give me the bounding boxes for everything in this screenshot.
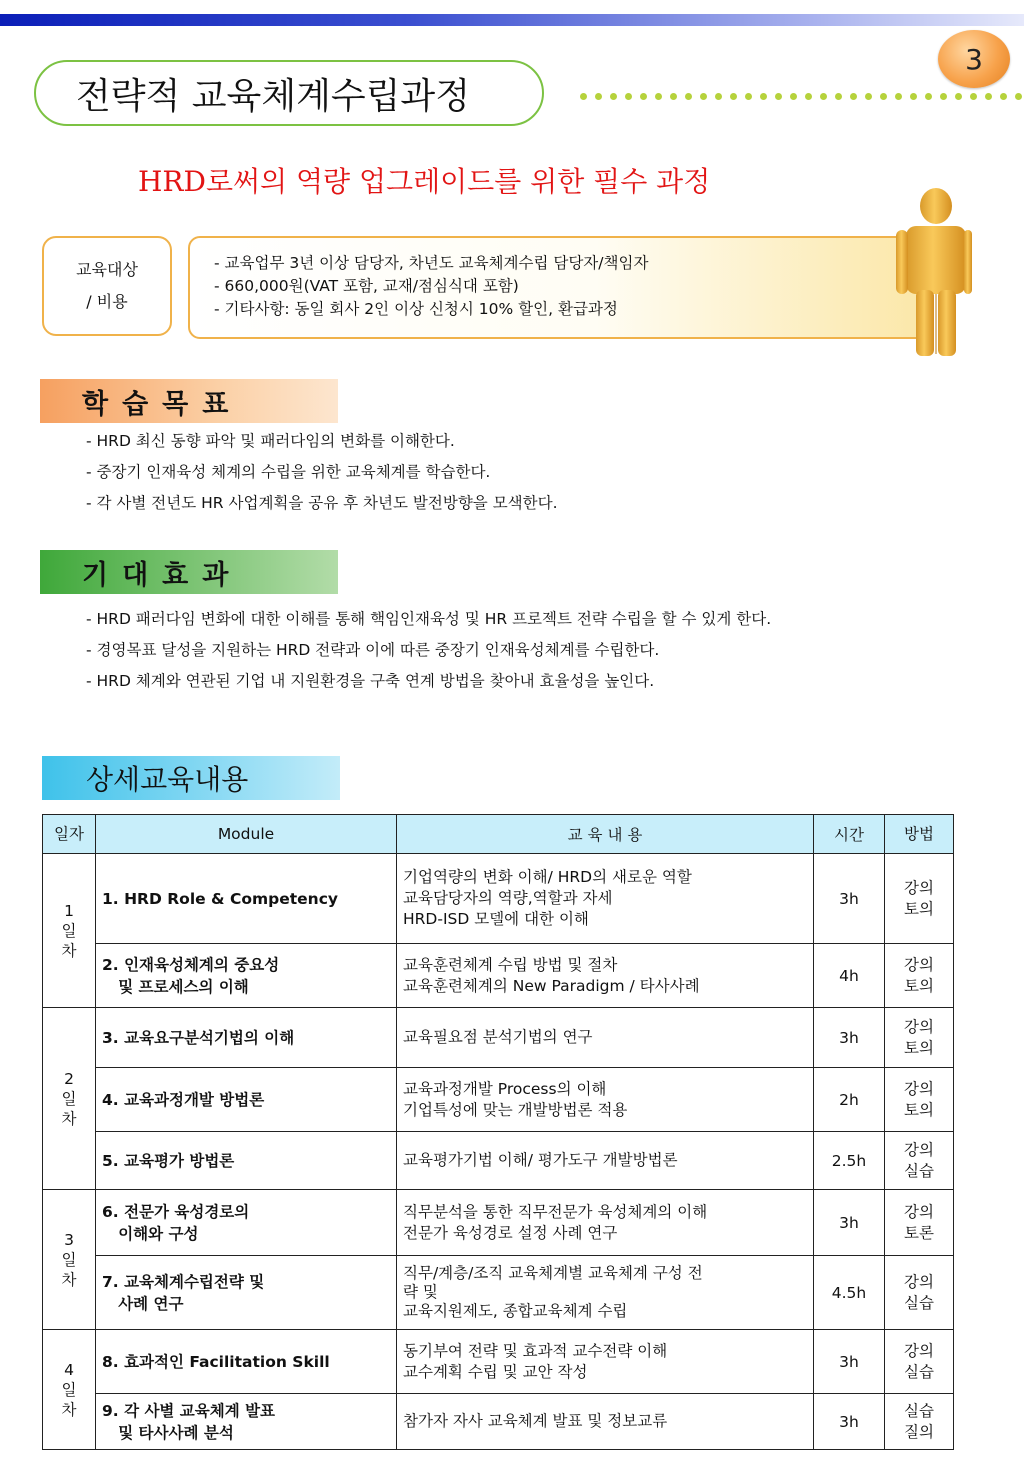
- method-text: 강의: [904, 1272, 934, 1291]
- table-row: [43, 944, 954, 1008]
- module-cell: [96, 944, 397, 1008]
- schedule-heading: 상세교육내용: [42, 756, 340, 800]
- content-text: 참가자 자사 교육체계 발표 및 정보교류: [403, 1412, 668, 1430]
- content-cell: [397, 1256, 814, 1330]
- divider-dot: [655, 93, 662, 100]
- content-text: 동기부여 전략 및 효과적 교수전략 이해 교수계획 수립 및 교안 작성: [403, 1341, 668, 1381]
- table-row: [43, 1330, 954, 1394]
- target-line: - 교육업무 3년 이상 담당자, 차년도 교육체계수립 담당자/책임자: [214, 254, 649, 272]
- day-char: 일: [61, 1250, 77, 1269]
- divider-dot: [745, 93, 752, 100]
- page-title: 전략적 교육체계수립과정: [34, 60, 544, 126]
- method-cell: [885, 1394, 954, 1450]
- divider-dot: [1015, 93, 1022, 100]
- page-number-badge: 3: [938, 30, 1010, 88]
- method-text: 실습: [904, 1362, 934, 1381]
- module-text: 8. 효과적인 Facilitation Skill: [102, 1352, 330, 1371]
- module-text: 9. 각 사별 교육체계 발표 및 타사사례 분석: [102, 1401, 276, 1442]
- content-cell: [397, 1008, 814, 1068]
- content-cell: [397, 1190, 814, 1256]
- method-text: 토의: [904, 1100, 934, 1119]
- day-number: 2: [64, 1069, 74, 1088]
- divider-dot: [940, 93, 947, 100]
- divider-dot: [760, 93, 767, 100]
- divider-dot: [595, 93, 602, 100]
- time-cell: 3h: [814, 854, 885, 944]
- goal-item: - HRD 최신 동향 파악 및 패러다임의 변화를 이해한다.: [86, 432, 455, 450]
- day-cell: [43, 854, 96, 1008]
- effect-item: - HRD 패러다임 변화에 대한 이해를 통해 핵임인재육성 및 HR 프로젝트 전략 수립을 할 수 있게 한다.: [86, 610, 772, 628]
- module-cell: [96, 1132, 397, 1190]
- method-text: 강의: [904, 955, 934, 974]
- module-cell: [96, 1008, 397, 1068]
- divider-dot: [685, 93, 692, 100]
- day-number: 4: [64, 1360, 74, 1379]
- page-subtitle: HRD로써의 역량 업그레이드를 위한 필수 과정: [138, 165, 711, 198]
- day-char: 차: [61, 1270, 77, 1289]
- divider-dot: [820, 93, 827, 100]
- divider-dot: [715, 93, 722, 100]
- person-icon: [892, 186, 972, 358]
- divider-dot: [880, 93, 887, 100]
- divider-dot: [805, 93, 812, 100]
- day-char: 일: [61, 1380, 77, 1399]
- content-text: 직무/계층/조직 교육체계별 교육체계 구성 전 략 및 교육지원제도, 종합교육체계 수립: [403, 1264, 703, 1320]
- method-text: 강의: [904, 1017, 934, 1036]
- time-cell: 3h: [814, 1330, 885, 1394]
- divider-dot: [625, 93, 632, 100]
- method-text: 토의: [904, 1038, 934, 1057]
- method-text: 토론: [904, 1223, 934, 1242]
- module-text: 2. 인재육성체계의 중요성 및 프로세스의 이해: [102, 955, 280, 996]
- module-cell: [96, 1394, 397, 1450]
- target-line: - 660,000원(VAT 포함, 교재/점심식대 포함): [214, 277, 519, 295]
- goals-list: [86, 426, 558, 519]
- target-label: [42, 236, 172, 336]
- divider-dot: [850, 93, 857, 100]
- time-cell: 2.5h: [814, 1132, 885, 1190]
- divider-dot: [640, 93, 647, 100]
- target-details: [188, 236, 928, 339]
- content-text: 교육훈련체계 수립 방법 및 절차 교육훈련체계의 New Paradigm / 타사사례: [403, 955, 700, 995]
- table-row: [43, 1132, 954, 1190]
- divider-dot: [910, 93, 917, 100]
- target-line: - 기타사항: 동일 회사 2인 이상 신청시 10% 할인, 환급과정: [214, 300, 618, 318]
- divider-dot: [730, 93, 737, 100]
- table-row: [43, 1008, 954, 1068]
- target-label-line2: / 비용: [86, 292, 128, 311]
- divider-dot: [670, 93, 677, 100]
- time-cell: 2h: [814, 1068, 885, 1132]
- content-cell: [397, 1330, 814, 1394]
- schedule-table: [42, 814, 954, 1450]
- goals-heading: 학습목표: [40, 379, 338, 423]
- divider-dot: [985, 93, 992, 100]
- content-cell: [397, 1068, 814, 1132]
- divider-dot: [580, 93, 587, 100]
- effects-list: [86, 604, 771, 697]
- module-text: 1. HRD Role & Competency: [102, 889, 338, 908]
- content-text: 교육평가기법 이해/ 평가도구 개발방법론: [403, 1151, 678, 1169]
- method-text: 토의: [904, 976, 934, 995]
- content-text: 교육필요점 분석기법의 연구: [403, 1028, 593, 1046]
- method-cell: [885, 1068, 954, 1132]
- table-row: [43, 1068, 954, 1132]
- goal-item: - 중장기 인재육성 체계의 수립을 위한 교육체계를 학습한다.: [86, 463, 491, 481]
- table-row: [43, 854, 954, 944]
- day-char: 차: [61, 1109, 77, 1128]
- day-cell: [43, 1330, 96, 1450]
- method-cell: [885, 1132, 954, 1190]
- content-cell: [397, 944, 814, 1008]
- effect-item: - 경영목표 달성을 지원하는 HRD 전략과 이에 따른 중장기 인재육성체계를 수립한다.: [86, 641, 660, 659]
- content-cell: [397, 854, 814, 944]
- time-cell: 3h: [814, 1008, 885, 1068]
- method-text: 실습: [904, 1161, 934, 1180]
- col-header-method: 방법: [885, 815, 954, 854]
- day-cell: [43, 1008, 96, 1190]
- day-number: 1: [64, 901, 74, 920]
- method-text: 강의: [904, 878, 934, 897]
- time-cell: 3h: [814, 1394, 885, 1450]
- divider-dot: [835, 93, 842, 100]
- effect-item: - HRD 체계와 연관된 기업 내 지원환경을 구축 연계 방법을 찾아내 효율성을 높인다.: [86, 672, 655, 690]
- method-text: 질의: [904, 1422, 934, 1441]
- divider-dot: [775, 93, 782, 100]
- content-text: 기업역량의 변화 이해/ HRD의 새로운 역할 교육담당자의 역량,역할과 자세 HRD-ISD 모델에 대한 이해: [403, 868, 692, 928]
- effects-heading: 기대효과: [40, 550, 338, 594]
- method-cell: [885, 1190, 954, 1256]
- day-cell: [43, 1190, 96, 1330]
- goal-item: - 각 사별 전년도 HR 사업계획을 공유 후 차년도 발전방향을 모색한다.: [86, 494, 558, 512]
- divider-dot: [865, 93, 872, 100]
- time-cell: 4.5h: [814, 1256, 885, 1330]
- method-cell: [885, 1256, 954, 1330]
- divider-dot: [610, 93, 617, 100]
- module-cell: [96, 1256, 397, 1330]
- content-cell: [397, 1394, 814, 1450]
- method-cell: [885, 944, 954, 1008]
- col-header-module: Module: [96, 815, 397, 854]
- method-text: 강의: [904, 1079, 934, 1098]
- col-header-day: 일자: [43, 815, 96, 854]
- day-char: 차: [61, 941, 77, 960]
- divider-dot: [895, 93, 902, 100]
- content-cell: [397, 1132, 814, 1190]
- divider-dot: [790, 93, 797, 100]
- module-text: 3. 교육요구분석기법의 이해: [102, 1028, 295, 1047]
- module-text: 4. 교육과정개발 방법론: [102, 1090, 265, 1109]
- method-cell: [885, 1330, 954, 1394]
- col-header-content: 교 육 내 용: [397, 815, 814, 854]
- target-label-line1: 교육대상: [76, 260, 138, 279]
- divider-dot: [925, 93, 932, 100]
- day-char: 일: [61, 921, 77, 940]
- module-cell: [96, 1330, 397, 1394]
- day-char: 일: [61, 1089, 77, 1108]
- method-text: 강의: [904, 1140, 934, 1159]
- content-text: 직무분석을 통한 직무전문가 육성체계의 이해 전문가 육성경로 설정 사례 연구: [403, 1202, 708, 1242]
- dotted-divider: [580, 88, 1024, 104]
- table-row: [43, 1190, 954, 1256]
- table-row: [43, 1394, 954, 1450]
- method-cell: [885, 1008, 954, 1068]
- time-cell: 3h: [814, 1190, 885, 1256]
- module-text: 6. 전문가 육성경로의 이해와 구성: [102, 1202, 250, 1243]
- method-text: 강의: [904, 1341, 934, 1360]
- table-row: [43, 1256, 954, 1330]
- method-text: 강의: [904, 1202, 934, 1221]
- table-header-row: [43, 815, 954, 854]
- module-cell: [96, 1068, 397, 1132]
- module-text: 7. 교육체계수립전략 및 사례 연구: [102, 1272, 265, 1313]
- method-text: 실습: [904, 1293, 934, 1312]
- top-gradient-bar: [0, 14, 1024, 26]
- day-char: 차: [61, 1400, 77, 1419]
- method-cell: [885, 854, 954, 944]
- divider-dot: [955, 93, 962, 100]
- divider-dot: [1000, 93, 1007, 100]
- method-text: 토의: [904, 899, 934, 918]
- col-header-time: 시간: [814, 815, 885, 854]
- method-text: 실습: [904, 1401, 934, 1420]
- time-cell: 4h: [814, 944, 885, 1008]
- module-text: 5. 교육평가 방법론: [102, 1151, 235, 1170]
- divider-dot: [700, 93, 707, 100]
- divider-dot: [970, 93, 977, 100]
- module-cell: [96, 854, 397, 944]
- module-cell: [96, 1190, 397, 1256]
- day-number: 3: [64, 1230, 74, 1249]
- content-text: 교육과정개발 Process의 이해 기업특성에 맞는 개발방법론 적용: [403, 1079, 628, 1119]
